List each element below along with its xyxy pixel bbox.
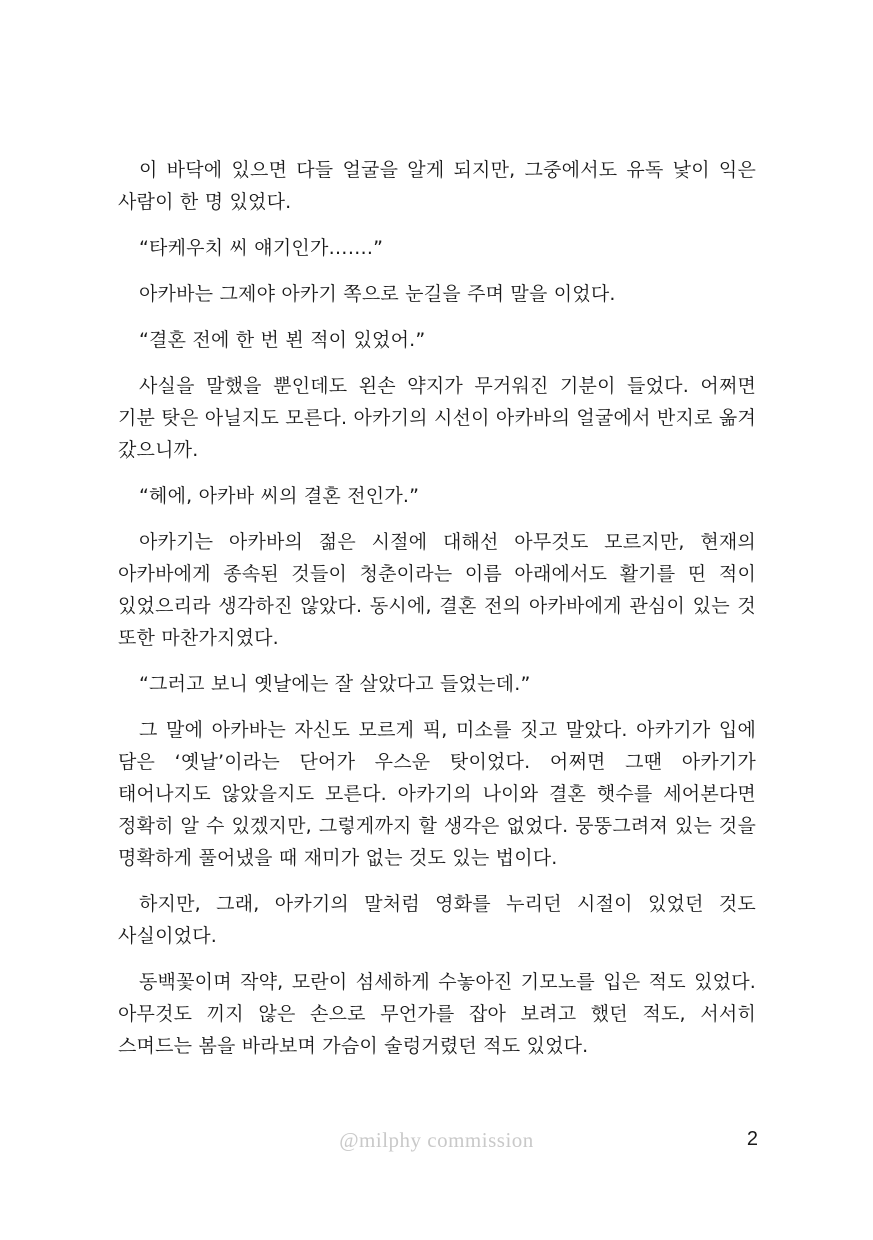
- paragraph-5: 사실을 말했을 뿐인데도 왼손 약지가 무거워진 기분이 들었다. 어쩌면 기분 탓은 아닐지도 모른다. 아카기의 시선이 아카바의 얼굴에서 반지로 옮겨 갔으니까.: [118, 375, 756, 461]
- paragraph-10: 하지만, 그래, 아카기의 말처럼 영화를 누리던 시절이 있었던 것도 사실이었다.: [118, 893, 756, 947]
- paragraph-1: 이 바닥에 있으면 다들 얼굴을 알게 되지만, 그중에서도 유독 낯이 익은 사람이 한 명 있었다.: [118, 159, 756, 213]
- paragraph-4: “결혼 전에 한 번 뵌 적이 있었어.”: [139, 329, 426, 351]
- paragraph-2: “타케우치 씨 얘기인가…….”: [139, 237, 384, 259]
- paragraph-9: 그 말에 아카바는 자신도 모르게 픽, 미소를 짓고 말았다. 아카기가 입에 담은 ‘옛날’이라는 단어가 우스운 탓이었다. 어쩌면 그땐 아카기가 태어나지도 않았을지도 모른다. 아카기의 나이와 결혼 햇수를 세어본다면 정확히 알 수 있겠지만, 그렇게까지 할 생각은 없었다. 뭉뚱그려져 있는 것을 명확하게 풀어냈을 때 재미가 없는 것도 있는 법이다.: [118, 719, 756, 869]
- page-number: 2: [746, 1128, 758, 1150]
- paragraph-11: 동백꽃이며 작약, 모란이 섬세하게 수놓아진 기모노를 입은 적도 있었다. 아무것도 끼지 않은 손으로 무언가를 잡아 보려고 했던 적도, 서서히 스며드는 봄을 바라보며 가슴이 술렁거렸던 적도 있었다.: [118, 971, 756, 1057]
- watermark: @milphy commission: [339, 1128, 534, 1152]
- paragraph-6: “헤에, 아카바 씨의 결혼 전인가.”: [139, 485, 420, 507]
- paragraph-8: “그러고 보니 옛날에는 잘 살았다고 들었는데.”: [139, 673, 531, 695]
- body-text: [118, 154, 756, 1076]
- paragraph-3: 아카바는 그제야 아카기 쪽으로 눈길을 주며 말을 이었다.: [139, 283, 616, 305]
- paragraph-7: 아카기는 아카바의 젊은 시절에 대해선 아무것도 모르지만, 현재의 아카바에게 종속된 것들이 청춘이라는 이름 아래에서도 활기를 띤 적이 있었으리라 생각하진 않았다. 동시에, 결혼 전의 아카바에게 관심이 있는 것 또한 마찬가지였다.: [118, 531, 756, 649]
